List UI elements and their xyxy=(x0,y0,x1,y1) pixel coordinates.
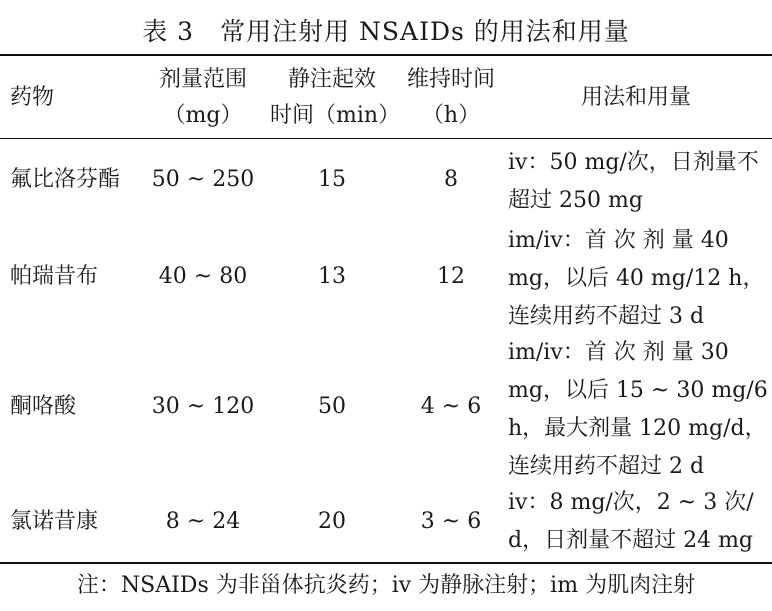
top-rule xyxy=(0,54,772,56)
row-2-onset: 13 xyxy=(318,264,346,289)
header-rule xyxy=(0,138,772,139)
row-1-usage-line-1: iv：50 mg/次，日剂量不 xyxy=(508,150,759,175)
row-3-duration: 4 ~ 6 xyxy=(420,394,482,419)
row-4-usage-line-1: iv：8 mg/次，2 ~ 3 次/ xyxy=(508,490,754,515)
header-dose-line2: （mg） xyxy=(163,103,243,128)
row-4-usage xyxy=(508,484,764,560)
row-3-usage-line-2: mg，以后 15 ~ 30 mg/6 xyxy=(508,378,768,403)
row-1-usage-line-2: 超过 250 mg xyxy=(508,188,643,213)
row-4-usage-line-2: d，日剂量不超过 24 mg xyxy=(508,528,754,553)
header-dose-line1: 剂量范围 xyxy=(158,67,247,92)
row-3-usage-line-3: h，最大剂量 120 mg/d， xyxy=(508,416,767,441)
row-3-dose: 30 ~ 120 xyxy=(151,394,255,419)
row-3-onset: 50 xyxy=(318,394,346,419)
row-4-dose: 8 ~ 24 xyxy=(165,509,241,534)
row-3-drug: 酮咯酸 xyxy=(10,394,77,419)
row-3-usage xyxy=(508,334,768,486)
table-title: 表 3 常用注射用 NSAIDs 的用法和用量 xyxy=(142,17,630,46)
row-2-usage-line-3: 连续用药不超过 3 d xyxy=(508,304,705,329)
header-duration-line2: （h） xyxy=(421,103,481,128)
row-2-dose: 40 ~ 80 xyxy=(158,264,248,289)
table-footnote: 注：NSAIDs 为非甾体抗炎药；iv 为静脉注射；im 为肌肉注射 xyxy=(76,573,696,598)
row-1-drug: 氟比洛芬酯 xyxy=(10,167,121,192)
row-1-dose: 50 ~ 250 xyxy=(151,167,255,192)
header-onset-line1: 静注起效 xyxy=(287,67,376,92)
row-3-usage-line-1: im/iv：首 次 剂 量 30 xyxy=(508,340,729,365)
header-usage: 用法和用量 xyxy=(580,85,691,110)
row-2-usage xyxy=(508,222,764,336)
row-4-duration: 3 ~ 6 xyxy=(420,509,482,534)
row-2-duration: 12 xyxy=(437,264,465,289)
row-4-drug: 氯诺昔康 xyxy=(10,509,99,534)
header-drug: 药物 xyxy=(10,85,55,110)
row-2-usage-line-1: im/iv：首 次 剂 量 40 xyxy=(508,228,729,253)
row-1-duration: 8 xyxy=(444,167,458,192)
bottom-rule xyxy=(0,562,772,564)
header-onset-line2: 时间（min） xyxy=(270,103,401,128)
row-4-onset: 20 xyxy=(318,509,346,534)
header-duration-line1: 维持时间 xyxy=(406,67,495,92)
row-1-onset: 15 xyxy=(318,167,346,192)
row-1-usage xyxy=(508,144,764,220)
row-3-usage-line-4: 连续用药不超过 2 d xyxy=(508,454,705,479)
row-2-usage-line-2: mg，以后 40 mg/12 h， xyxy=(508,266,765,291)
row-2-drug: 帕瑞昔布 xyxy=(10,264,99,289)
